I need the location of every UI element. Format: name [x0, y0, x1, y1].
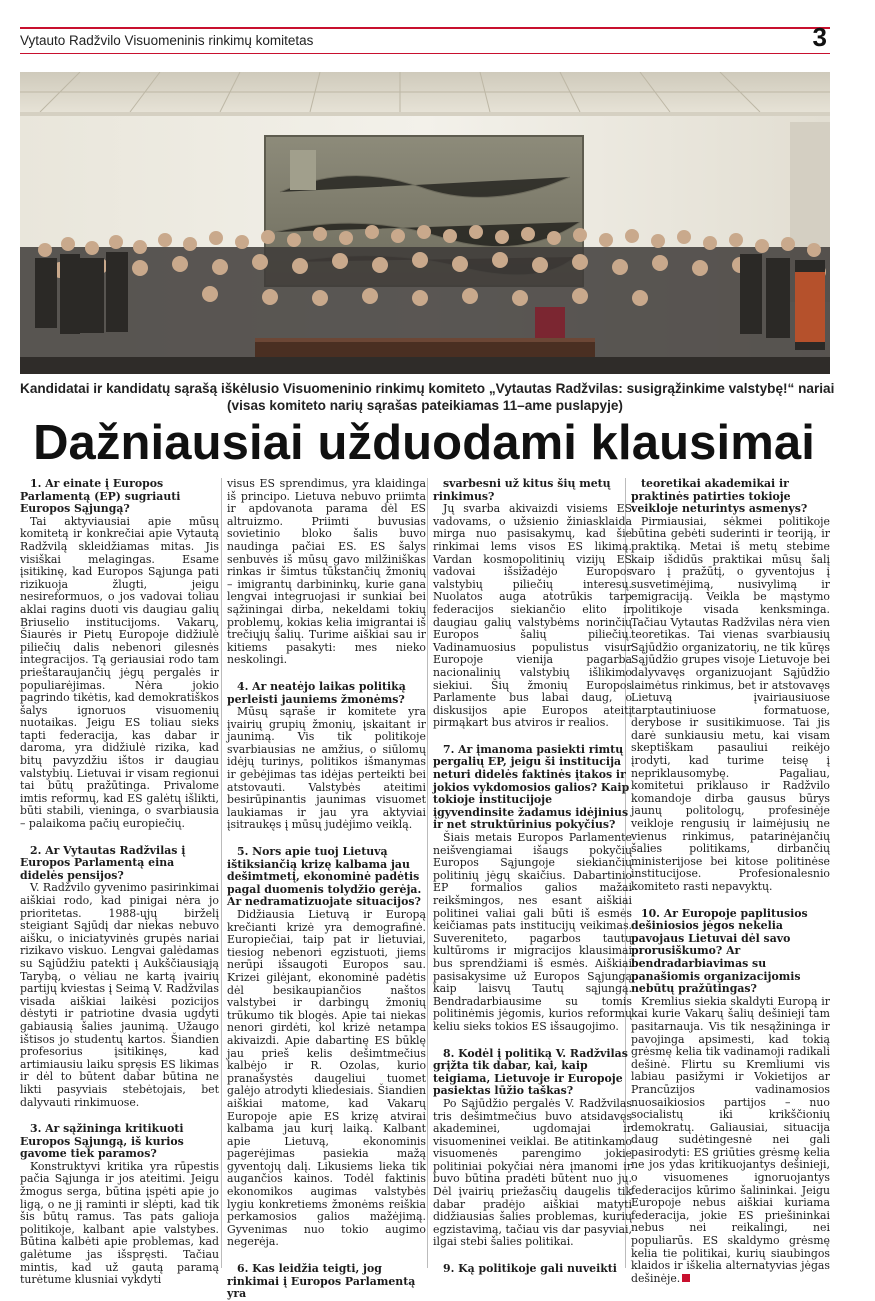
- question-6: 6. Kas leidžia teigti, jog rinkimai į Europos Parlamentą yra: [227, 1262, 416, 1301]
- question-2: 2. Ar Vytautas Radžvilas į Europos Parlamentą eina didelės pensijos?: [20, 843, 186, 882]
- question-8: 8. Kodėl į politiką V. Radžvilas grįžta tik dabar, kai, kaip teigiama, Lietuvoje ir Europoje pasiektas lūžio taškas?: [433, 1046, 628, 1098]
- answer-2: V. Radžvilo gyvenimo pasirinkimai aiškiai rodo, kad pinigai nėra jo prioritetas. 1988-ųjų birželį steigiant Sąjūdį dar niekas nebuvo aišku, o iniciatyvinės grupės nariai rizikavo viskuo. Lengvai galėdamas su Sąjūdžiu patekti į Aukščiausiąją Tarybą, o vėliau ne kartą įvairių partijų kviestas į Seimą V. Radžvilas visada aiškiai laikėsi pozicijos dėstyti ir patriotine dvasia ugdyti gabiausią šalies jaunimą. Užaugo ištisos jo studentų kartos. Šiandien profesorius įsitikinęs, kad artimiausiu laiku spręsis ES likimas ir dėl to būtent dabar būtina ne likti pasyviais stebėtojais, bet dalyvauti rinkimuose.: [20, 881, 219, 1109]
- question-1: 1. Ar einate į Europos Parlamentą (EP) sugriauti Europos Sąjungą?: [20, 477, 181, 516]
- header-organization: Vytauto Radžvilo Visuomeninis rinkimų komitetas: [20, 33, 314, 48]
- article-title: Dažniausiai užduodami klausimai: [33, 416, 815, 470]
- question-6-continued: svarbesni už kitus šių metų rinkimus?: [433, 477, 611, 503]
- answer-8: Po Sąjūdžio pergalės V. Radžvilas tris dešimtmečius buvo atsidavęs akademinei, ugdomajai ir visuomeninei veiklai. Be atitinkamo visuomenės parengimo jokie politiniai pokyčiai nėra įmanomi ir buvo būtina pradėti būtent nuo jų. Dėl įvairių priežasčių daugelis tik dabar pradėjo aiškiai matyti didžiausias šalies problemas, kurių egzistavimą, tačiau vis dar pasyviai, ilgai stebi šalies politikai.: [433, 1096, 632, 1249]
- header-top-rule: [20, 27, 830, 29]
- answer-1: Tai aktyviausiai apie mūsų komitetą ir konkrečiai apie Vytautą Radžvilą skleidžiamas mitas. Jis visiškai melagingas. Esame įsitikinę, kad Europos Sąjunga pati rizikuoja žlugti, jeigu nesireformuos, o jos vadovai toliau aklai ragins duoti vis daugiau galių Briuselio institucijoms. Vakarų, Šiaurės ir Pietų Europoje didžiulė piliečių dalis nebenori gilesnės integracijos. Tą geriausiai rodo tam prieštaraujančių jėgų pergalės ir populiarėjimas. Nėra jokio pagrindo tikėtis, kad demokratiškos šalys ignoruos visuomenių nuotaikas. Jeigu ES toliau sieks tapti federacija, kas dabar ir daroma, yra didžiulė rizika, kad bitų pavyzdžiu ištos ir daugiau valstybių. Lietuvai ir visam regionui tai būtų pražūtinga. Privalome imtis reformų, kad ES galėtų išlikti, būti stabili, vieninga, o svarbiausia – palaikoma pačių europiečių.: [20, 514, 219, 831]
- answer-3: Konstruktyvi kritika yra rūpestis pačia Sąjunga ir jos ateitimi. Jeigu žmogus serga, būtina įspėti apie jo ligą, o ne jį raminti ir slėpti, kad tik šis būtų ramus. Tas pats galioja politikoje, kalbant apie valstybes. Būtina kalbėti apie problemas, kad galėtume jas išspręsti. Tačiau mintis, kad už gautą paramą turėtume klusniai vykdyti: [20, 1159, 219, 1287]
- caption-line-1: Kandidatai ir kandidatų sąrašą iškėlusio Visuomeninio rinkimų komiteto „Vytautas Radžvilas: susigrąžinkime valstybę!“ nariai: [20, 381, 835, 396]
- header-bottom-rule: [20, 53, 830, 54]
- question-9-continued: teoretikai akademikai ir praktinės patirties tokioje veikloje neturintys asmenys?: [631, 477, 808, 516]
- answer-5: Didžiausia Lietuvą ir Europą krečianti krizė yra demografinė. Europiečiai, taip pat ir lietuviai, tiesiog nebenori egzistuoti, jiems nerūpi išsaugoti Europos sau. Krizei gilėjant, ekonominė padėtis dėl besikaupiančios naštos valstybei ir darbingų žmonių trūkumo tik blogės. Apie tai niekas nenori girdėti, kol krizė netampa akivaizdi. Apie dabartinę ES būklę jau prieš kelis dešimtmečius kalbėjo ir R. Ozolas, kurio pranašystės daugeliui tuomet galėjo atrodyti kliedesiais. Šiandien aiškiai matome, kad Vakarų Europoje apie ES krizę atvirai kalbama jau kurį laiką. Kalbant apie Lietuvą, ekonominis pagerėjimas pasiekia mažą gyventojų dalį. Likusiems lieka tik augančios kainos. Todėl faktinis ekonomikos augimas valstybės lygiu konkretiems žmonėms reiškia perkamosios galios mažėjimą. Gyvenimas nuo tokio augimo negerėja.: [227, 908, 426, 1249]
- article-column-3: [433, 478, 632, 1276]
- column-divider: [221, 478, 222, 1268]
- question-10: 10. Ar Europoje paplitusios dešiniosios jėgos nekelia pavojaus Lietuvai dėl savo prorusiškumo? Ar bendradarbiavimas su panašiomis organizacijomis nebūtų pražūtingas?: [631, 906, 808, 996]
- answer-9: Pirmiausiai, sėkmei politikoje būtina gebėti suderinti ir teoriją, ir praktiką. Metai iš metų stebime kaip išdidūs praktikai mūsų šalį varo į pražūtį, o gyventojus į susvetimėjimą, nusivylimą ir emigraciją. Veikla be mąstymo politikoje visada kenksminga. Tačiau Vytautas Radžvilas nėra vien teoretikas. Tai vienas svarbiausių Sąjūdžio organizatorių, ne tik kūręs Sąjūdžio grupes visoje Lietuvoje bei dalyvavęs organizuojant Sąjūdžio laimėtus rinkimus, bet ir atstovavęs Lietuvą įvairiausiuose tarptautiniuose formatuose, derybose ir susitikimuose. Tai jis darė sunkiausiu metu, kai visam skeptiškam pasauliui reikėjo įrodyti, kad turime teisę į nepriklausomybę. Pagaliau, komitetui priklauso ir Radžvilo komandoje dirba gausus būrys jaunų politologų, profesinėje veikloje rengusių ir laimėjusių ne vienus rinkimus, patarinėjančių šalies politikams, dirbančių ministerijose bei kitose politinėse institucijose. Profesionalesnio komiteto rasti nepavyktų.: [631, 514, 830, 893]
- answer-6: Jų svarba akivaizdi visiems ES vadovams, o užsienio žiniasklaida mirga nuo pasisakymų, kad šie rinkimai lems visos ES likimą. Vardan kosmopolitinių vizijų ES vadovai išsižadėjo Europos valstybių piliečių interesų. Nuolatos auga atotrūkis tarp federacijos siekiančio elito ir daugiau galių valstybėms norinčių Europos šalių piliečių. Vadinamuosius populistus visur Europoje vienija pagarba nacionalinių valstybių išlikimo siekiui. Šių žmonių Europos Parlamente bus labai daug, o diskusijos apie Europos ateitį pirmąkart bus atviros ir realios.: [433, 502, 632, 730]
- question-7: 7. Ar įmanoma pasiekti rimtų pergalių EP, jeigu ši institucija neturi didelės faktinės įtakos ir jokios vykdomosios galios? Kaip tokioje institucijoje įgyvendinsite žadamus idėjinius ir net struktūrinius pokyčius?: [433, 742, 630, 832]
- group-photo-illustration: [20, 72, 830, 374]
- answer-3-continued: visus ES sprendimus, yra klaidinga iš principo. Lietuva nebuvo priimta ir apdovanota parama dėl ES altruizmo. Priimti buvusias sovietinio bloko šalis buvo naudinga pačiai ES. ES šalys senbuvės iš mūsų gavo milžiniškas rinkas ir šimtus tūkstančių žmonių – imigrantų darbininkų, kurie gana lengvai integruojasi ir sunkiai bei sąžiningai dirba, nekeldami tokių problemų, kokias kelia imigrantai iš trečiųjų šalių. Turime aiškiai sau ir kitiems pasakyti: mes nieko neskolingi.: [227, 477, 426, 667]
- article-column-2: [227, 478, 426, 1301]
- question-3: 3. Ar sąžininga kritikuoti Europos Sąjungą, iš kurios gavome tiek paramos?: [20, 1122, 184, 1161]
- answer-10-text: Kremlius siekia skaldyti Europą ir kai kurie Vakarų šalių dešinieji tam pasitarnauja. Vis tik nesąžininga ir pavojinga apsimesti, kad tokią grėsmę kelia tik vadinamoji radikali dešinė. Flirtu su Kremliumi vis labiau pasižymi ir Vokietijos ar Prancūzijos vadinamosios nuosaikiosios partijos – nuo socialistų iki krikščionių demokratų. Galiausiai, situacija daug sudėtingesnė nei gali pasirodyti: ES griūties grėsmę kelia ne jos ydas kritikuojantys dešinieji, o visuomenes ignoruojantys federacijos kūrimo šalininkai. Jeigu Europoje nebus aiškiai kuriama federacija, jokie ES priešininkai nebus nei reikalingi, nei populiarūs. ES skaldymo grėsmę kelia tie politikai, kurių siaubingos klaidos ir iškelia alternatyvias jėgas dešinėje.: [631, 994, 830, 1285]
- photo-caption: [20, 380, 835, 414]
- question-9: 9. Ką politikoje gali nuveikti: [443, 1262, 617, 1276]
- article-column-1: [20, 478, 219, 1287]
- answer-7: Šiais metais Europos Parlamente neišvengiamai išaugs pokyčių Europos Sąjungoje siekiančių politinių jėgų skaičius. Dabartinio EP formalios galios mažai reikšmingos, nes esant aiškiai politinei valiai gali būti iš esmės keičiamas pats institucijų veikimas. Suvereniteto, pagarbos tautų kultūroms ir migracijos klausimai bus sprendžiami iš esmės. Aiškiai pasisakysime už Europos Sąjungą kaip laisvų Tautų sąjungą. Bendradarbiausime su tomis politinėmis jėgomis, kurios reformų keliu sieks tokios ES išsaugojimo.: [433, 831, 632, 1033]
- answer-4: Mūsų sąraše ir komitete yra įvairių grupių žmonių, įskaitant ir jaunimą. Vis tik politikoje svarbiausias ne amžius, o siūlomų idėjų turinys, politikos išmanymas ir gebėjimas tas idėjas perteikti bei atstovauti. Valstybės ateitimi besirūpinantis jaunimas visuomet laukiamas ir jau yra aktyviai įsitraukęs į mūsų judėjimo veiklą.: [227, 705, 426, 832]
- question-4: 4. Ar neatėjo laikas politiką perleisti jauniems žmonėms?: [227, 679, 406, 706]
- group-photo: [20, 72, 830, 374]
- column-divider: [427, 478, 428, 1268]
- answer-10: [631, 996, 830, 1286]
- article-column-4: [631, 478, 830, 1285]
- page-number: 3: [812, 22, 827, 52]
- question-5: 5. Nors apie tuoj Lietuvą ištiksiančią krizę kalbama jau dešimtmetį, ekonominė padėtis pagal duomenis tolydžio gerėja. Ar nedramatizuojate situacijos?: [227, 845, 422, 909]
- caption-line-2: (visas komiteto narių sąrašas pateikiamas 11–ame puslapyje): [227, 398, 623, 413]
